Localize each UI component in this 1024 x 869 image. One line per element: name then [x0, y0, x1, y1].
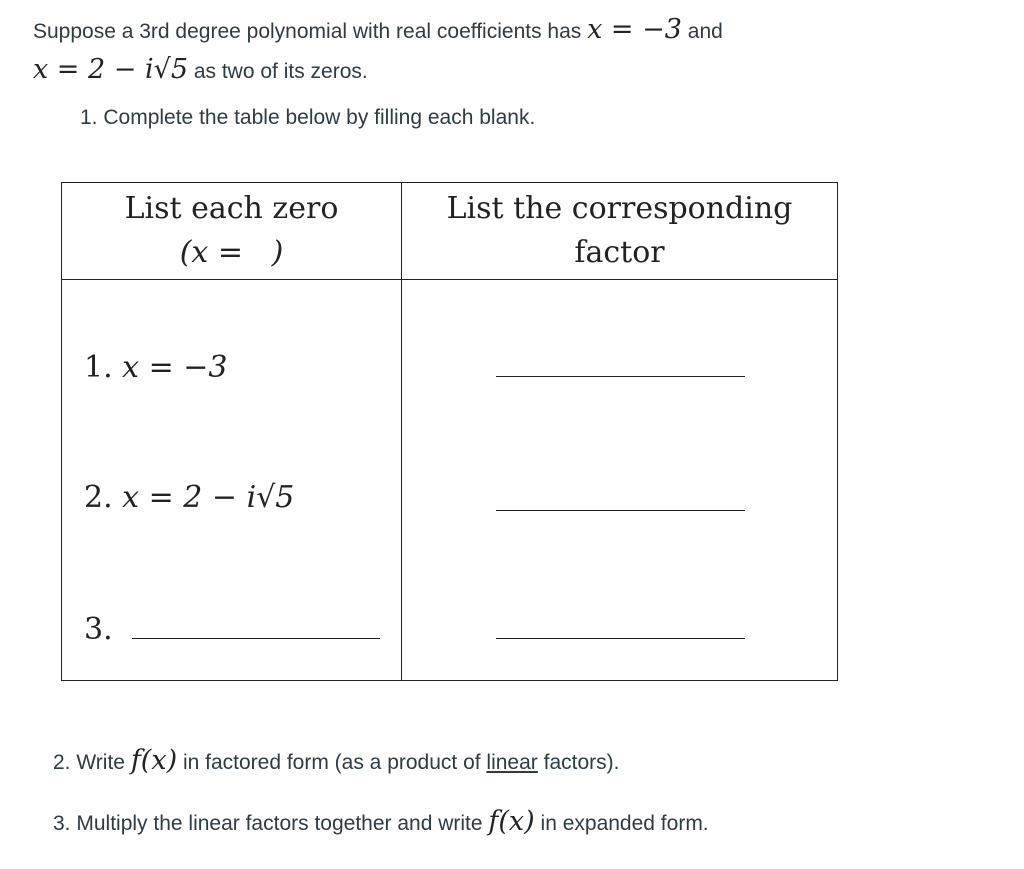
question-2-text-b: in factored form (as a product of — [177, 751, 487, 774]
problem-line-2 — [33, 50, 993, 92]
question-2-function: f(x) — [130, 745, 178, 776]
question-2-text-a: Write — [76, 751, 131, 774]
problem-line-1 — [33, 10, 993, 52]
header-left-line-2: (x = ) — [179, 235, 284, 270]
header-left-line-1: List each zero — [124, 191, 339, 226]
question-2-number: 2. — [53, 751, 71, 774]
zero-row-1 — [84, 350, 228, 385]
question-2 — [53, 745, 619, 776]
factors-cell — [402, 280, 838, 681]
header-right-line-1: List the corresponding — [446, 191, 793, 226]
question-3 — [53, 806, 709, 837]
header-factor-column — [402, 183, 838, 280]
question-3-text-a: Multiply the linear factors together and write — [76, 812, 489, 835]
zero-row-2-label: 2. — [84, 480, 113, 515]
zeros-factors-table — [61, 182, 838, 681]
table-body-row — [62, 280, 838, 681]
intro-text-a: Suppose a 3rd degree polynomial with real coefficients has — [33, 20, 588, 43]
zero-row-1-value: x = −3 — [122, 350, 228, 385]
intro-text-b: and — [681, 20, 723, 43]
question-2-text-c: factors). — [537, 751, 620, 774]
zero-given-2: x = 2 − i√5 — [33, 54, 188, 85]
question-2-underlined-word: linear — [486, 751, 538, 774]
question-1-number: 1. — [80, 106, 98, 129]
question-3-number: 3. — [53, 812, 71, 835]
intro-text-c: as two of its zeros. — [188, 60, 368, 83]
problem-statement — [33, 10, 993, 92]
factor-row-1-blank[interactable] — [496, 376, 745, 377]
header-right-line-2: factor — [574, 235, 665, 270]
factor-row-2-blank[interactable] — [496, 510, 745, 511]
zero-row-2-value: x = 2 − i√5 — [122, 480, 295, 515]
zero-given-1: x = −3 — [587, 14, 682, 45]
question-1 — [80, 106, 535, 130]
question-1-text: Complete the table below by filling each blank. — [103, 106, 536, 129]
zero-row-3-blank[interactable] — [132, 638, 380, 639]
question-3-text-b: in expanded form. — [534, 812, 709, 835]
zero-row-1-label: 1. — [84, 350, 113, 385]
header-zero-column — [62, 183, 402, 280]
table-header-row — [62, 183, 838, 280]
question-3-function: f(x) — [488, 806, 535, 837]
zero-row-2 — [84, 480, 294, 515]
zero-row-3-label: 3. — [84, 612, 113, 647]
factor-row-3-blank[interactable] — [496, 638, 745, 639]
zeros-cell — [62, 280, 402, 681]
zero-row-3 — [84, 612, 113, 647]
